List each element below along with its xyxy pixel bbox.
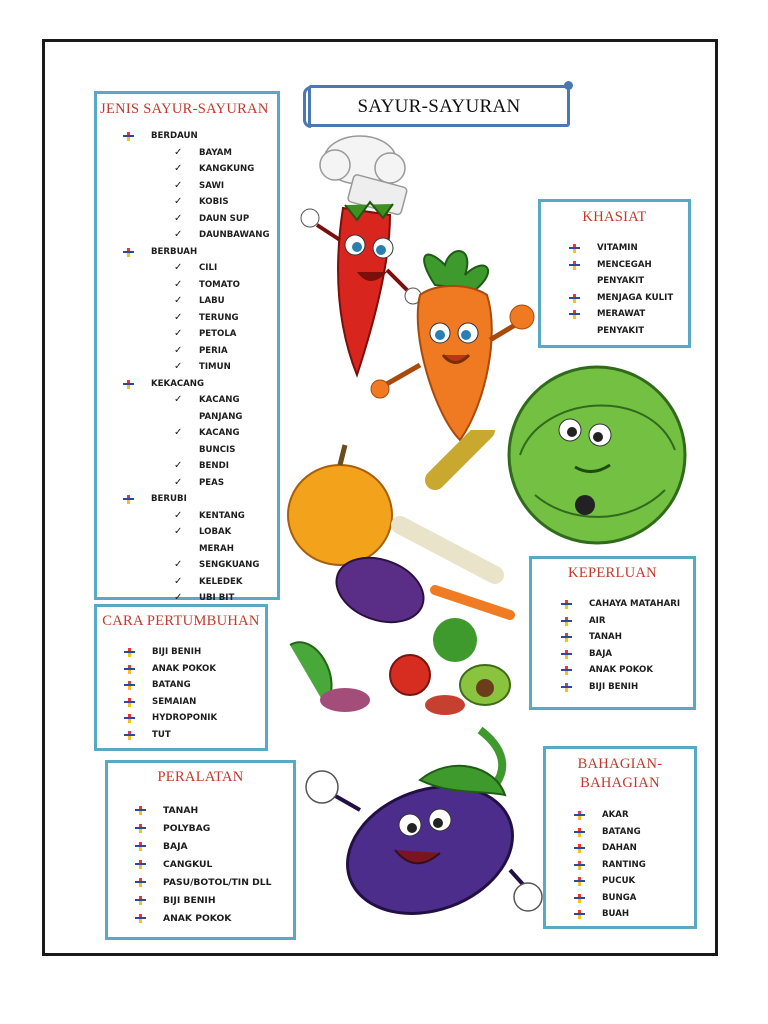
jenis-sub-item bbox=[123, 574, 259, 591]
bahagian-item bbox=[574, 890, 694, 907]
keperluan-item bbox=[561, 613, 693, 630]
jenis-sub-item-label: BAYAM bbox=[199, 147, 232, 158]
bahagian-item-label: PUCUK bbox=[602, 876, 636, 886]
peralatan-item bbox=[135, 856, 293, 874]
khasiat-list bbox=[541, 240, 674, 339]
jenis-sub-item-label: DAUNBAWANG bbox=[199, 230, 270, 240]
title-banner bbox=[308, 85, 570, 127]
pin-bullet-icon bbox=[561, 683, 572, 692]
jenis-sub-item-label: TOMATO bbox=[199, 279, 240, 290]
pin-bullet-icon bbox=[123, 495, 134, 504]
jenis-sub-item-label: KACANG BUNCIS bbox=[199, 428, 240, 455]
peralatan-item bbox=[135, 892, 293, 910]
jenis-sub-item-label: SENGKUANG bbox=[199, 560, 260, 570]
jenis-sub-item bbox=[123, 475, 259, 492]
checkmark-icon: ✓ bbox=[174, 212, 183, 224]
khasiat-heading: KHASIAT bbox=[582, 209, 647, 225]
peralatan-item bbox=[135, 874, 293, 892]
jenis-sub-item-label: PETOLA bbox=[199, 329, 237, 339]
jenis-sub-item bbox=[123, 277, 259, 294]
jenis-sub-item-label: BENDI bbox=[199, 461, 229, 471]
peralatan-list bbox=[108, 802, 293, 928]
checkmark-icon: ✓ bbox=[174, 361, 183, 372]
khasiat-item bbox=[569, 290, 674, 307]
peralatan-item bbox=[135, 910, 293, 928]
cara-item-label: TUT bbox=[152, 729, 171, 740]
peralatan-item-label: ANAK POKOK bbox=[163, 913, 232, 924]
bahagian-item-label: BUAH bbox=[602, 909, 630, 919]
eggplant-illustration bbox=[300, 725, 545, 925]
bahagian-item-label: RANTING bbox=[602, 859, 646, 870]
checkmark-icon: ✓ bbox=[174, 394, 183, 405]
pin-bullet-icon bbox=[135, 896, 146, 905]
bahagian-item bbox=[574, 824, 694, 841]
pin-bullet-icon bbox=[124, 681, 135, 690]
bahagian-heading: BAHAGIAN-BAHAGIAN bbox=[577, 756, 663, 791]
pin-bullet-icon bbox=[561, 617, 572, 626]
jenis-sub-item-label: KANGKUNG bbox=[199, 164, 255, 174]
checkmark-icon: ✓ bbox=[174, 427, 183, 438]
peralatan-item-label: TANAH bbox=[163, 805, 199, 816]
pin-bullet-icon bbox=[569, 294, 580, 303]
pin-bullet-icon bbox=[574, 811, 585, 820]
pin-bullet-icon bbox=[135, 824, 146, 833]
peralatan-item bbox=[135, 802, 293, 820]
pin-bullet-icon bbox=[124, 665, 135, 674]
vegetable-pile-illustration bbox=[285, 430, 520, 725]
jenis-sub-item-label: CILI bbox=[199, 263, 218, 273]
jenis-sub-item bbox=[123, 458, 259, 475]
pin-bullet-icon bbox=[561, 666, 572, 675]
khasiat-item-label: MERAWAT PENYAKIT bbox=[597, 309, 646, 336]
pin-bullet-icon bbox=[569, 261, 580, 270]
cara-item bbox=[124, 677, 265, 694]
pin-bullet-icon bbox=[569, 244, 580, 253]
pin-bullet-icon bbox=[561, 633, 572, 642]
jenis-sub-item-label: TIMUN bbox=[199, 362, 231, 372]
khasiat-item-label: MENJAGA KULIT bbox=[597, 292, 674, 303]
cabbage-illustration bbox=[500, 355, 695, 550]
cara-item-label: BIJI BENIH bbox=[152, 647, 202, 657]
jenis-sub-item bbox=[123, 326, 259, 343]
jenis-group bbox=[123, 491, 277, 508]
cara-item bbox=[124, 727, 265, 744]
peralatan-box bbox=[105, 760, 296, 940]
cara-item-label: ANAK POKOK bbox=[152, 663, 216, 674]
checkmark-icon: ✓ bbox=[174, 328, 183, 339]
bahagian-item-label: BATANG bbox=[602, 826, 641, 837]
bahagian-item bbox=[574, 857, 694, 874]
keperluan-item bbox=[561, 596, 693, 613]
checkmark-icon: ✓ bbox=[174, 262, 183, 273]
jenis-sub-item-label: LABU bbox=[199, 296, 225, 306]
bahagian-item bbox=[574, 906, 694, 923]
peralatan-item bbox=[135, 820, 293, 838]
jenis-list bbox=[97, 128, 277, 607]
khasiat-item bbox=[569, 240, 674, 257]
jenis-group-label: BERBUAH bbox=[151, 246, 198, 257]
jenis-heading: JENIS SAYUR-SAYURAN bbox=[100, 101, 269, 117]
bahagian-item-label: AKAR bbox=[602, 810, 629, 820]
peralatan-item-label: BIJI BENIH bbox=[163, 895, 216, 906]
jenis-group bbox=[123, 376, 277, 393]
pin-bullet-icon bbox=[561, 600, 572, 609]
pin-bullet-icon bbox=[135, 914, 146, 923]
checkmark-icon: ✓ bbox=[174, 278, 183, 290]
page-title: SAYUR-SAYURAN bbox=[357, 96, 521, 117]
cara-item-label: HYDROPONIK bbox=[152, 713, 218, 723]
keperluan-item-label: CAHAYA MATAHARI bbox=[589, 599, 681, 609]
khasiat-item bbox=[569, 257, 674, 290]
pin-bullet-icon bbox=[124, 731, 135, 740]
jenis-group bbox=[123, 244, 277, 261]
bahagian-item bbox=[574, 807, 694, 824]
jenis-sub-item bbox=[123, 343, 259, 360]
cara-item-label: BATANG bbox=[152, 680, 191, 690]
jenis-sub-item-label: PEAS bbox=[199, 477, 225, 488]
jenis-sub-item-label: LOBAK MERAH bbox=[199, 527, 234, 554]
checkmark-icon: ✓ bbox=[174, 476, 183, 488]
cara-item bbox=[124, 644, 265, 661]
cara-item bbox=[124, 694, 265, 711]
jenis-sub-item bbox=[123, 359, 259, 376]
jenis-sub-item bbox=[123, 293, 259, 310]
pin-bullet-icon bbox=[123, 380, 134, 389]
pin-bullet-icon bbox=[135, 860, 146, 869]
cara-item bbox=[124, 710, 265, 727]
keperluan-item bbox=[561, 679, 693, 696]
keperluan-item bbox=[561, 629, 693, 646]
jenis-sub-item bbox=[123, 392, 259, 425]
keperluan-item-label: TANAH bbox=[589, 632, 622, 642]
peralatan-heading: PERALATAN bbox=[157, 769, 244, 785]
jenis-sub-item bbox=[123, 557, 259, 574]
pin-bullet-icon bbox=[574, 844, 585, 853]
pin-bullet-icon bbox=[561, 650, 572, 659]
jenis-sub-item bbox=[123, 161, 259, 178]
jenis-sub-item-label: DAUN SUP bbox=[199, 213, 250, 224]
banner-curl bbox=[303, 86, 311, 128]
bahagian-list bbox=[546, 807, 694, 923]
jenis-sub-item bbox=[123, 524, 259, 557]
peralatan-item-label: BAJA bbox=[163, 841, 188, 852]
checkmark-icon: ✓ bbox=[174, 196, 183, 207]
pin-bullet-icon bbox=[124, 648, 135, 657]
bahagian-box bbox=[543, 746, 697, 929]
jenis-sub-item bbox=[123, 310, 259, 327]
checkmark-icon: ✓ bbox=[174, 179, 183, 191]
keperluan-item-label: AIR bbox=[589, 615, 606, 626]
banner-dot bbox=[564, 81, 573, 90]
keperluan-box bbox=[529, 556, 696, 710]
jenis-sub-item bbox=[123, 178, 259, 195]
checkmark-icon: ✓ bbox=[174, 344, 183, 356]
jenis-box bbox=[94, 91, 280, 603]
checkmark-icon: ✓ bbox=[174, 559, 183, 570]
jenis-sub-item bbox=[123, 194, 259, 211]
checkmark-icon: ✓ bbox=[174, 509, 183, 521]
pin-bullet-icon bbox=[124, 714, 135, 723]
checkmark-icon: ✓ bbox=[174, 146, 183, 158]
khasiat-item-label: MENCEGAH PENYAKIT bbox=[597, 259, 652, 286]
pin-bullet-icon bbox=[135, 806, 146, 815]
khasiat-item-label: VITAMIN bbox=[597, 243, 638, 253]
checkmark-icon: ✓ bbox=[174, 163, 183, 174]
jenis-sub-item-label: KACANG PANJANG bbox=[199, 395, 243, 422]
keperluan-item-label: BAJA bbox=[589, 648, 613, 659]
keperluan-item-label: ANAK POKOK bbox=[589, 665, 653, 675]
cara-box bbox=[94, 604, 268, 751]
cara-heading: CARA PERTUMBUHAN bbox=[102, 613, 260, 629]
jenis-group bbox=[123, 128, 277, 145]
peralatan-item-label: POLYBAG bbox=[163, 823, 211, 834]
peralatan-item bbox=[135, 838, 293, 856]
jenis-group-label: BERUBI bbox=[151, 494, 187, 504]
jenis-sub-item bbox=[123, 145, 259, 162]
pin-bullet-icon bbox=[574, 877, 585, 886]
jenis-sub-item-label: KOBIS bbox=[199, 197, 229, 207]
pin-bullet-icon bbox=[574, 894, 585, 903]
checkmark-icon: ✓ bbox=[174, 592, 183, 603]
keperluan-item-label: BIJI BENIH bbox=[589, 681, 639, 692]
keperluan-item bbox=[561, 646, 693, 663]
jenis-sub-item-label: PERIA bbox=[199, 345, 228, 356]
peralatan-item-label: PASU/BOTOL/TIN DLL bbox=[163, 877, 272, 888]
bahagian-item-label: BUNGA bbox=[602, 892, 637, 903]
jenis-sub-item bbox=[123, 211, 259, 228]
jenis-sub-item-label: SAWI bbox=[199, 180, 225, 191]
jenis-group-label: BERDAUN bbox=[151, 131, 198, 141]
bahagian-item bbox=[574, 873, 694, 890]
pin-bullet-icon bbox=[135, 842, 146, 851]
pin-bullet-icon bbox=[123, 132, 134, 141]
cara-item bbox=[124, 661, 265, 678]
jenis-sub-item-label: TERUNG bbox=[199, 312, 239, 323]
jenis-sub-item bbox=[123, 227, 270, 244]
checkmark-icon: ✓ bbox=[174, 460, 183, 471]
jenis-sub-item-label: KELEDEK bbox=[199, 576, 243, 587]
jenis-sub-item-label: UBI BIT bbox=[199, 593, 235, 603]
pin-bullet-icon bbox=[123, 248, 134, 257]
cara-item-label: SEMAIAN bbox=[152, 696, 197, 707]
pin-bullet-icon bbox=[135, 878, 146, 887]
keperluan-item bbox=[561, 662, 693, 679]
khasiat-box bbox=[538, 199, 691, 348]
khasiat-item bbox=[569, 306, 674, 339]
checkmark-icon: ✓ bbox=[174, 229, 183, 240]
checkmark-icon: ✓ bbox=[174, 526, 183, 537]
peralatan-item-label: CANGKUL bbox=[163, 859, 213, 870]
checkmark-icon: ✓ bbox=[174, 575, 183, 587]
jenis-sub-item bbox=[123, 508, 259, 525]
bahagian-item-label: DAHAN bbox=[602, 843, 637, 853]
bahagian-item bbox=[574, 840, 694, 857]
keperluan-heading: KEPERLUAN bbox=[568, 565, 657, 581]
pin-bullet-icon bbox=[574, 828, 585, 837]
pin-bullet-icon bbox=[574, 861, 585, 870]
keperluan-list bbox=[532, 596, 693, 695]
jenis-sub-item-label: KENTANG bbox=[199, 510, 245, 521]
checkmark-icon: ✓ bbox=[174, 311, 183, 323]
jenis-sub-item bbox=[123, 425, 259, 458]
jenis-group-label: KEKACANG bbox=[151, 378, 205, 389]
checkmark-icon: ✓ bbox=[174, 295, 183, 306]
pin-bullet-icon bbox=[124, 698, 135, 707]
pin-bullet-icon bbox=[574, 910, 585, 919]
cara-list bbox=[97, 644, 265, 743]
jenis-sub-item bbox=[123, 260, 259, 277]
pin-bullet-icon bbox=[569, 310, 580, 319]
